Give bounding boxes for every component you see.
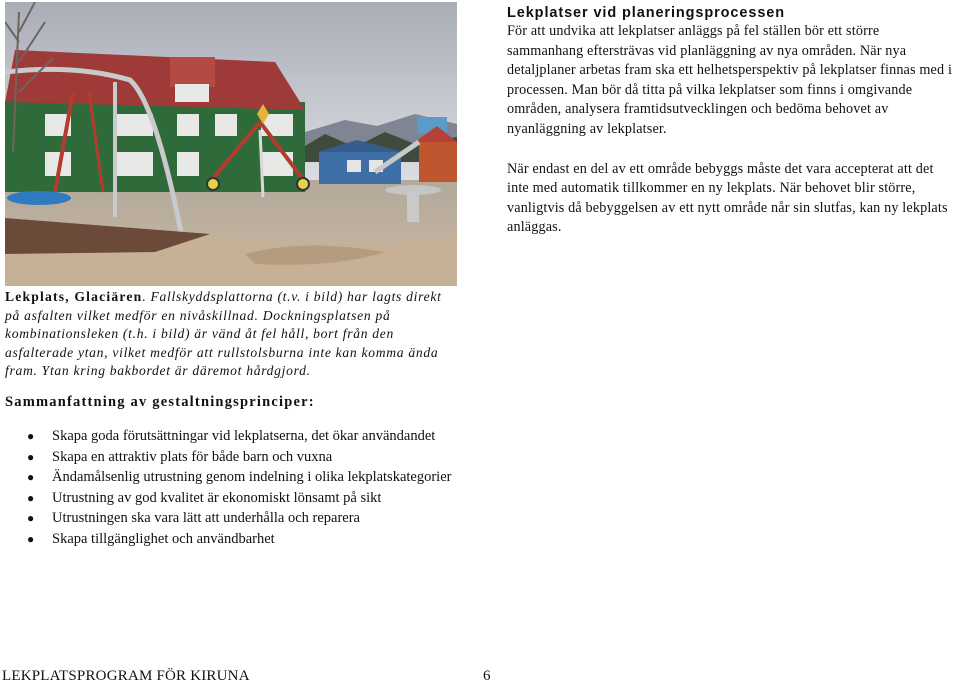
bullet-icon: ●: [27, 531, 35, 546]
section-heading: Lekplatser vid planeringsprocessen: [507, 5, 785, 21]
section-paragraph: För att undvika att lekplatser anläggs på fel ställen bör ett större sammanhang eftersträvas vid planläggning av nya områden. När nya detaljplaner arbetas fram ska ett helhetsperspektiv på lekplatser finnas med i processen. Man bör då titta på vilka lekplatser som finns i omgivande områden, analysera framtidsutvecklingen och bedöma behovet av nyanläggning av lekplatser.: [507, 23, 953, 137]
caption-label: Lekplats, Glaciären: [5, 289, 143, 304]
list-item-text: Skapa tillgänglighet och användbarhet: [52, 530, 275, 547]
list-item-text: Utrustningen ska vara lätt att underhålla och reparera: [52, 510, 360, 526]
photo-caption: [5, 288, 457, 381]
list-item-text: Ändamålsenlig utrustning genom indelning i olika lekplatskategorier: [52, 469, 452, 485]
list-item: [0, 529, 470, 550]
page-number: 6: [483, 668, 491, 684]
list-item: [0, 488, 470, 509]
planning-section: [507, 4, 959, 238]
list-item-text: Skapa goda förutsättningar vid lekplatserna, det ökar användandet: [52, 428, 436, 444]
bullet-icon: ●: [27, 449, 35, 464]
section-paragraph: När endast en del av ett område bebyggs måste det vara accepterat att det inte med automatik tillkommer en ny lekplats. När behovet blir större, vanligtvis då bebyggelsen av ett nytt område når sin slutfas, kan ny lekplats anläggas.: [507, 160, 948, 236]
bullet-icon: ●: [27, 429, 35, 443]
list-item-text: Skapa en attraktiv plats för både barn och vuxna: [52, 448, 333, 465]
bullet-icon: ●: [27, 470, 35, 484]
list-item: [0, 508, 470, 529]
bullet-icon: ●: [27, 511, 35, 525]
list-item: [0, 467, 470, 488]
principles-list: [0, 426, 470, 549]
bullet-icon: ●: [27, 490, 35, 505]
list-item: [0, 426, 470, 447]
footer-title: LEKPLATSPROGRAM FÖR KIRUNA: [2, 668, 250, 684]
list-item-text: Utrustning av god kvalitet är ekonomiskt lönsamt på sikt: [52, 489, 382, 506]
summary-title: Sammanfattning av gestaltningsprinciper:: [5, 394, 315, 410]
playground-photo: [5, 2, 457, 286]
caption-text: . Fallskyddsplattorna (t.v. i bild) har lagts direkt på asfalten vilket medför en nivåskillnad. Dockningsplatsen på kombinationsleken (t.h. i bild) är vänd åt fel håll, bort från den asfalterade ytan, vilket medför att rullstolsburna inte kan komma ända fram. Ytan kring bakbordet är däremot hårdgjord.: [5, 289, 442, 378]
playground-photo-illustration: [5, 2, 457, 286]
list-item: [0, 447, 470, 468]
